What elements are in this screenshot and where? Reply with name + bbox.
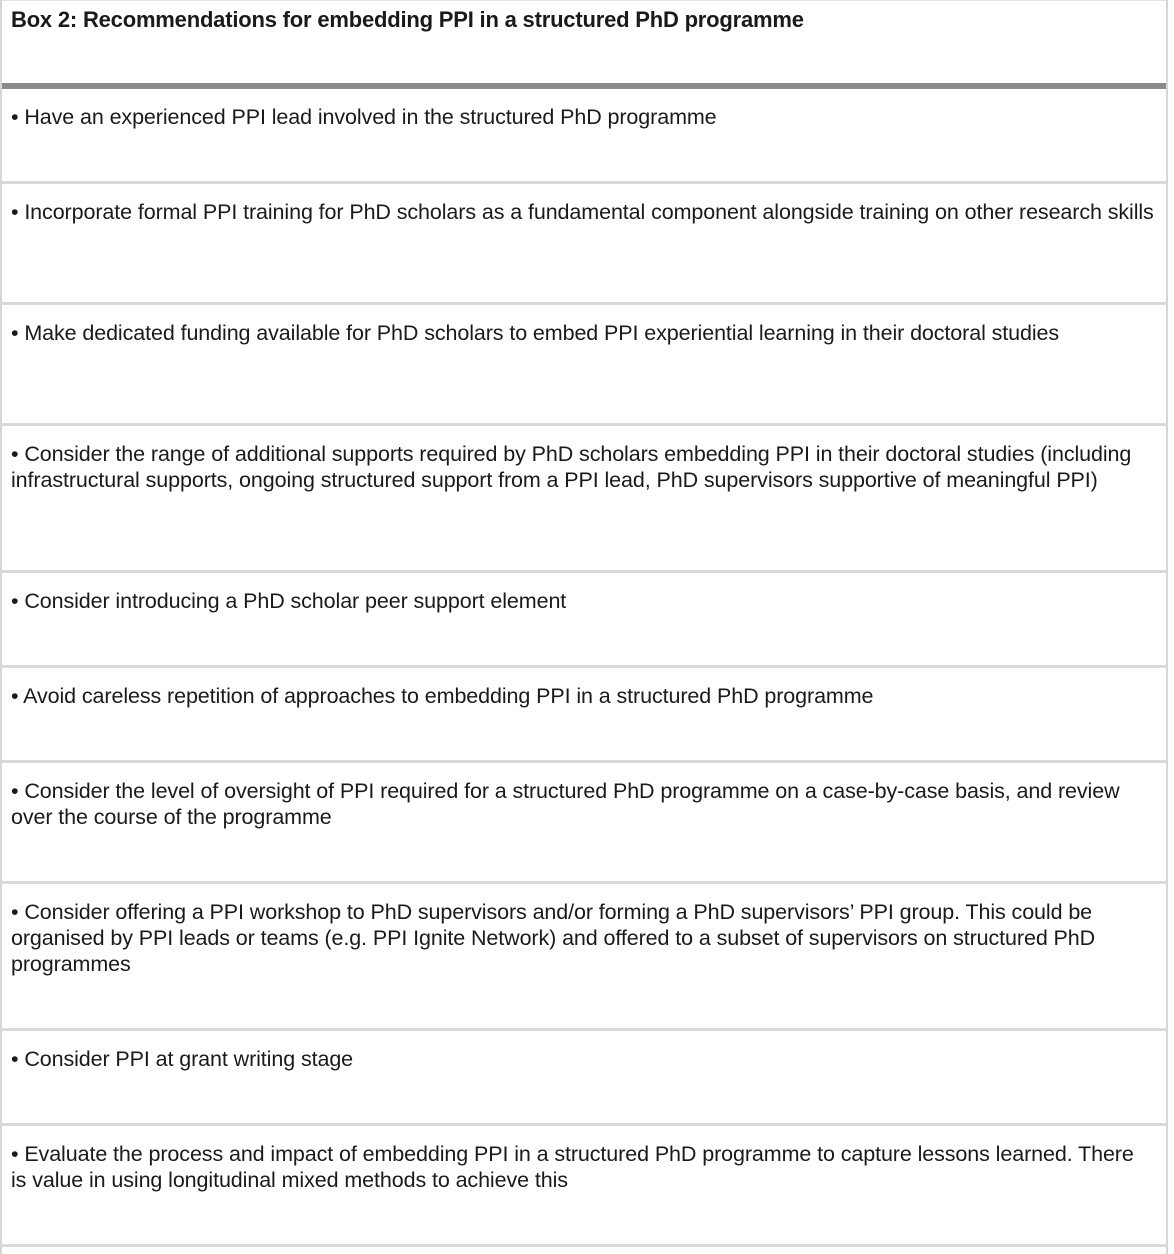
bullet: • [11,200,25,224]
recommendation-text: Make dedicated funding available for PhD scholars to embed PPI experiential learning in their doctoral studies [24,321,1060,345]
bullet: • [11,442,25,466]
recommendation-text: Incorporate formal PPI training for PhD scholars as a fundamental component alongside training on other research skills [24,200,1154,224]
recommendation-text: Have an experienced PPI lead involved in the structured PhD programme [24,105,717,129]
box-title: Box 2: Recommendations for embedding PPI in a structured PhD programme [11,7,804,32]
recommendation-row [2,1126,1166,1247]
recommendation-row [2,884,1166,1031]
recommendation-row [2,184,1166,305]
recommendation-text: Consider introducing a PhD scholar peer support element [24,589,567,613]
recommendation-text: Consider the range of additional supports required by PhD scholars embedding PPI in their doctoral studies (including infrastructural supports, ongoing structured support from a PPI lead, PhD supervisors supportive of meaningful PPI) [11,442,1132,492]
recommendation-row [2,305,1166,426]
recommendation-text: Consider the level of oversight of PPI required for a structured PhD programme on a case-by-case basis, and review over the course of the programme [11,779,1120,829]
recommendation-row [2,573,1166,668]
bullet: • [11,1142,25,1166]
recommendation-row [2,89,1166,184]
bullet: • [11,589,25,613]
recommendation-row [2,763,1166,884]
recommendation-text: Evaluate the process and impact of embedding PPI in a structured PhD programme to capture lessons learned. There is value in using longitudinal mixed methods to achieve this [11,1142,1134,1192]
bullet: • [11,779,25,803]
recommendation-row [2,1031,1166,1126]
bullet: • [11,105,25,129]
recommendation-text: Avoid careless repetition of approaches to embedding PPI in a structured PhD programme [23,684,874,708]
recommendation-text: Consider offering a PPI workshop to PhD supervisors and/or forming a PhD supervisors’ PPI group. This could be organised by PPI leads or teams (e.g. PPI Ignite Network) and offered to a subset of supervisors on structured PhD programmes [11,900,1096,976]
recommendation-row [2,426,1166,573]
box-header [2,0,1166,89]
bullet: • [11,684,24,708]
bullet: • [11,1047,25,1071]
bullet: • [11,321,25,345]
recommendation-text: Consider PPI at grant writing stage [24,1047,354,1071]
recommendation-row [2,668,1166,763]
bullet: • [11,900,25,924]
